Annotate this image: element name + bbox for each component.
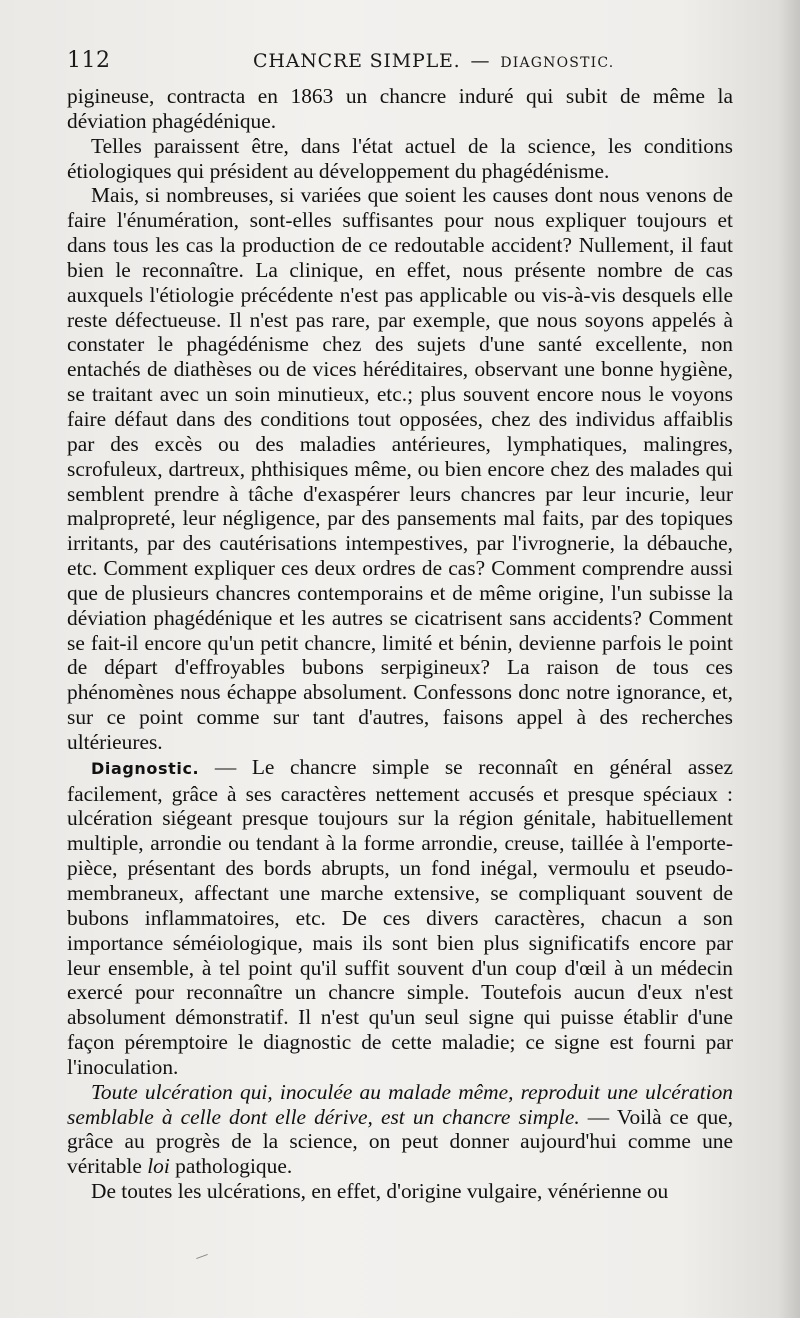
section-heading-diagnostic: Diagnostic. <box>91 758 200 778</box>
running-head <box>67 46 737 82</box>
law-statement: Toute ulcération qui, inoculée au malade même, reproduit une ulcération semblable à celle dont elle dérive, est un chancre simple. <box>67 1079 733 1129</box>
chapter-title: CHANCRE SIMPLE. <box>253 50 461 72</box>
running-head-title <box>253 50 614 72</box>
paragraph-diagnostic <box>67 755 733 1080</box>
paragraph-phagedenism-causes: Mais, si nombreuses, si variées que soient les causes dont nous venons de faire l'énumération, sont-elles suffisantes pour nous expliquer toujours et dans tous les cas la production de ce redoutable accident? Nullement, il faut bien le reconnaître. La clinique, en effet, nous présente nombre de cas auxquels l'étiologie précédente n'est pas applicable ou vis-à-vis desquels elle reste défectueuse. Il n'est pas rare, par exemple, que nous soyons appelés à constater le phagédénisme chez des sujets d'une santé excellente, non entachés de diathèses ou de vices héréditaires, observant une bonne hygiène, se traitant avec un soin minutieux, etc.; plus souvent encore nous le voyons faire défaut dans des conditions tout opposées, chez des individus affaiblis par des excès ou des maladies antérieures, lymphatiques, malingres, scrofuleux, dartreux, phthisiques même, ou bien encore chez des malades qui semblent prendre à tâche d'exaspérer leurs chancres par leur incurie, leur malpropreté, leur négligence, par des pansements mal faits, par des topiques irritants, par des cautérisations intempestives, par l'ivrognerie, la débauche, etc. Comment expliquer ces deux ordres de cas? Comment comprendre aussi que de plusieurs chancres contemporains et de même origine, l'un subisse la déviation phagédénique et les autres se cicatrisent sans accidents? Comment se fait-il encore qu'un petit chancre, limité et bénin, devienne parfois le point de départ d'effroyables bubons serpigineux? La raison de tous ces phénomènes nous échappe absolument. Confessons donc notre ignorance, et, sur ce point comme sur tant d'autres, faisons appel à des recherches ultérieures. <box>67 183 733 754</box>
diagnostic-text: — Le chancre simple se reconnaît en général assez facilement, grâce à ses caractères nettement accusés et presque spéciaux : ulcération siégeant presque toujours sur la région génitale, habituellement multiple, arrondie ou tendant à la forme arrondie, creuse, taillée à l'emporte-pièce, présentant des bords abrupts, un fond inégal, vermoulu et pseudo-membraneux, affectant une marche extensive, se compliquant souvent de bubons inflammatoires, etc. De ces divers caractères, chacun a son importance séméiologique, mais ils sont bien plus significatifs encore par leur ensemble, à tel point qu'il suffit souvent d'un coup d'œil à un médecin exercé pour reconnaître un chancre simple. Toutefois aucun d'eux n'est absolument démonstratif. Il n'est qu'un seul signe qui puisse établir d'une façon péremptoire le diagnostic de cette maladie; ce signe est fourni par l'inoculation. <box>67 754 733 1079</box>
page-edge-shadow <box>778 0 800 1318</box>
page-number: 112 <box>67 48 111 73</box>
law-text-b: pathologique. <box>169 1154 293 1179</box>
paragraph-inoculation-law <box>67 1080 733 1179</box>
law-text-a: — Voilà ce que, grâce au progrès de la science, on peut donner aujourd'hui comme une véritable <box>67 1104 733 1179</box>
paragraph-ulcerations: De toutes les ulcérations, en effet, d'origine vulgaire, vénérienne ou <box>91 1179 669 1204</box>
paragraph-etiology-summary: Telles paraissent être, dans l'état actuel de la science, les conditions étiologiques qui président au développement du phagédénisme. <box>67 133 733 183</box>
head-dash: — <box>470 50 491 72</box>
law-word: loi <box>147 1154 170 1179</box>
paragraph-continuation: pigineuse, contracta en 1863 un chancre induré qui subit de même la déviation phagédénique. <box>67 84 733 133</box>
section-subtitle: DIAGNOSTIC. <box>500 55 615 71</box>
body-text <box>67 84 733 1204</box>
stray-ink-mark <box>196 1254 208 1259</box>
